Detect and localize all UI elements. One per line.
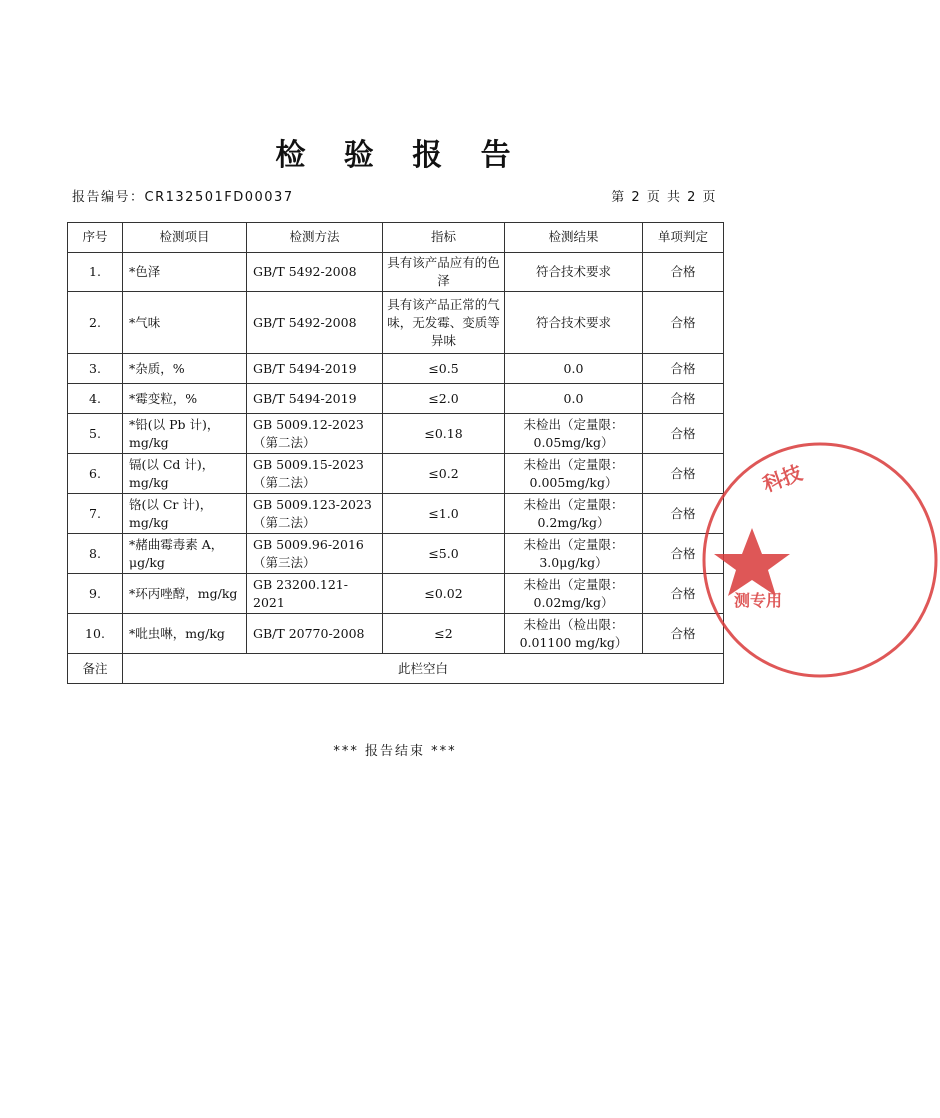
cell-spec: 具有该产品正常的气味，无发霉、变质等异味 [383,292,505,354]
cell-verdict: 合格 [643,384,724,414]
cell-spec: ≤2.0 [383,384,505,414]
cell-method [247,414,383,454]
cell-no: 4. [68,384,123,414]
cell-verdict: 合格 [643,494,724,534]
method-standard: GB/T 5494-2019 [253,390,357,406]
cell-method [247,614,383,654]
cell-spec: ≤0.02 [383,574,505,614]
table-row [68,454,724,494]
official-seal-stamp [700,440,940,680]
cell-no: 7. [68,494,123,534]
cell-result: 未检出（定量限：3.0μg/kg） [505,534,643,574]
table-row [68,494,724,534]
report-number [72,186,294,205]
cell-no: 5. [68,414,123,454]
cell-verdict: 合格 [643,614,724,654]
header-no: 序号 [68,223,123,253]
page-info: 第 2 页 共 2 页 [611,190,717,205]
cell-result: 未检出（定量限：0.2mg/kg） [505,494,643,534]
cell-item: *吡虫啉，mg/kg [123,614,247,654]
header-spec: 指标 [383,223,505,253]
seal-star-icon [714,528,790,596]
table-row [68,384,724,414]
cell-method [247,354,383,384]
cell-spec: ≤1.0 [383,494,505,534]
cell-item: *赭曲霉毒素 A，μg/kg [123,534,247,574]
table-row [68,292,724,354]
table-header-row [68,223,724,253]
cell-result: 未检出（定量限：0.05mg/kg） [505,414,643,454]
cell-no: 9. [68,574,123,614]
cell-result: 0.0 [505,384,643,414]
table-row [68,614,724,654]
cell-no: 10. [68,614,123,654]
cell-item: *环丙唑醇，mg/kg [123,574,247,614]
cell-verdict: 合格 [643,574,724,614]
table-row [68,574,724,614]
cell-item: *霉变粒，% [123,384,247,414]
report-number-label: 报告编号： [72,190,145,205]
remarks-label: 备注 [68,654,123,684]
cell-verdict: 合格 [643,292,724,354]
method-variant: （第二法） [253,514,316,530]
method-standard: GB/T 5492-2008 [253,314,357,330]
cell-method [247,454,383,494]
cell-item: *色泽 [123,253,247,292]
method-standard: GB 5009.12-2023 [253,416,364,432]
method-standard: GB 5009.123-2023 [253,496,372,512]
method-variant: （第二法） [253,434,316,450]
cell-method [247,534,383,574]
results-table [67,222,724,684]
cell-result: 符合技术要求 [505,292,643,354]
cell-spec: ≤0.5 [383,354,505,384]
cell-method [247,292,383,354]
method-variant: （第二法） [253,474,316,490]
cell-verdict: 合格 [643,354,724,384]
table-row [68,253,724,292]
table-body [68,253,724,654]
header-verdict: 单项判定 [643,223,724,253]
cell-item: 镉(以 Cd 计)，mg/kg [123,454,247,494]
cell-result: 未检出（定量限：0.005mg/kg） [505,454,643,494]
cell-item: *气味 [123,292,247,354]
method-standard: GB 5009.96-2016 [253,536,364,552]
cell-no: 8. [68,534,123,574]
table-row [68,414,724,454]
cell-verdict: 合格 [643,534,724,574]
cell-method [247,574,383,614]
method-standard: GB 5009.15-2023 [253,456,364,472]
method-variant: （第三法） [253,554,316,570]
method-standard: GB/T 5492-2008 [253,264,357,280]
method-standard: GB/T 5494-2019 [253,360,357,376]
report-end: *** 报告结束 *** [333,744,457,759]
header-result: 检测结果 [505,223,643,253]
cell-item: 铬(以 Cr 计)，mg/kg [123,494,247,534]
cell-verdict: 合格 [643,414,724,454]
cell-method [247,384,383,414]
method-standard: GB/T 20770-2008 [253,625,365,641]
cell-item: *杂质，% [123,354,247,384]
header-method: 检测方法 [247,223,383,253]
report-number-value: CR132501FD00037 [144,190,294,205]
cell-result: 未检出（定量限：0.02mg/kg） [505,574,643,614]
header-item: 检测项目 [123,223,247,253]
cell-spec: ≤2 [383,614,505,654]
cell-no: 2. [68,292,123,354]
cell-spec: ≤5.0 [383,534,505,574]
seal-text-top: 科技 [759,460,806,497]
cell-method [247,253,383,292]
table-row [68,354,724,384]
cell-spec: 具有该产品应有的色泽 [383,253,505,292]
seal-text-side: 测专用 [734,591,783,610]
cell-no: 6. [68,454,123,494]
remarks-value: 此栏空白 [123,654,724,684]
cell-method [247,494,383,534]
cell-result: 符合技术要求 [505,253,643,292]
page-title: 检 验 报 告 [275,138,525,173]
cell-no: 3. [68,354,123,384]
method-standard: GB 23200.121-2021 [253,576,348,610]
table-row [68,534,724,574]
cell-spec: ≤0.18 [383,414,505,454]
cell-item: *铅(以 Pb 计)，mg/kg [123,414,247,454]
cell-no: 1. [68,253,123,292]
remarks-row [68,654,724,684]
cell-result: 未检出（检出限：0.01100 mg/kg） [505,614,643,654]
cell-verdict: 合格 [643,454,724,494]
cell-spec: ≤0.2 [383,454,505,494]
cell-result: 0.0 [505,354,643,384]
cell-verdict: 合格 [643,253,724,292]
